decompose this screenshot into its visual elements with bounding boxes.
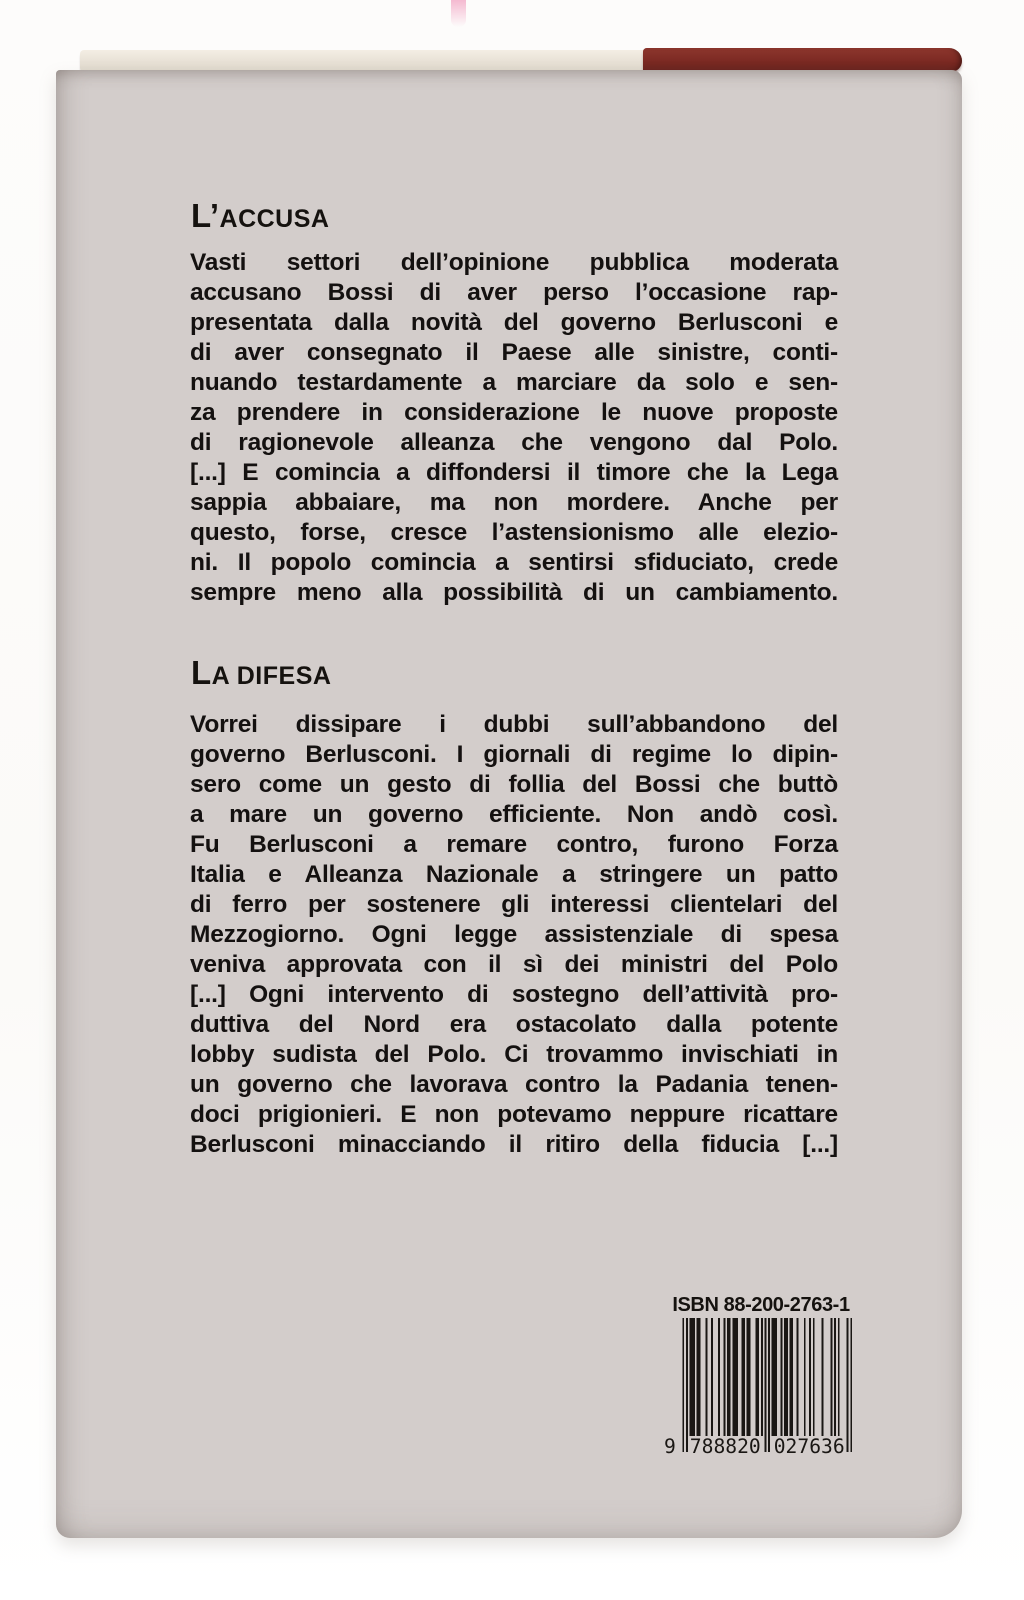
text-line: lobby sudista del Polo. Ci trovammo invischiati in [190,1041,838,1068]
text-line: di aver consegnato il Paese alle sinistre, conti- [190,339,838,366]
text-line: Mezzogiorno. Ogni legge assistenziale di spesa [190,921,838,948]
text-line: Vasti settori dell’opinione pubblica moderata [190,249,838,276]
text-line: a mare un governo efficiente. Non andò così. [190,801,838,828]
text-line: accusano Bossi di aver perso l’occasione rap- [190,279,838,306]
accusa-heading [191,197,329,235]
accusa-heading-smallcaps: ACCUSA [219,205,330,233]
photo-artifact-pink [451,0,466,27]
text-line: Italia e Alleanza Nazionale a stringere un patto [190,861,838,888]
text-line: sero come un gesto di follia del Bossi che buttò [190,771,838,798]
text-line: questo, forse, cresce l’astensionismo alle elezio- [190,519,838,546]
isbn-label: ISBN 88-200-2763-1 [672,1294,850,1316]
text-line: duttiva del Nord era ostacolato dalla potente [190,1011,838,1038]
text-line: Fu Berlusconi a remare contro, furono Forza [190,831,838,858]
text-line: un governo che lavorava contro la Padania tenen- [190,1071,838,1098]
text-line: di ferro per sostenere gli interessi clientelari del [190,891,838,918]
text-line: za prendere in considerazione le nuove proposte [190,399,838,426]
ean-barcode [661,1318,861,1459]
ean-digits: 027636 [773,1435,845,1459]
text-line: [...] E comincia a diffondersi il timore che la Lega [190,459,838,486]
ean-digits: 788820 [689,1435,761,1459]
ean-digits: 9 [664,1435,676,1459]
text-line: doci prigionieri. E non potevamo neppure ricattare [190,1101,838,1128]
text-line: governo Berlusconi. I giornali di regime lo dipin- [190,741,838,768]
text-line: sappia abbaiare, ma non mordere. Anche per [190,489,838,516]
difesa-heading-initial: L [191,654,212,691]
text-line: nuando testardamente a marciare da solo e sen- [190,369,838,396]
text-line: Berlusconi minacciando il ritiro della fiducia [...] [190,1131,838,1158]
text-line: Vorrei dissipare i dubbi sull’abbandono del [190,711,838,738]
difesa-heading [191,654,331,692]
accusa-heading-initial: L’ [191,197,220,234]
text-line: di ragionevole alleanza che vengono dal Polo. [190,429,838,456]
text-line: veniva approvata con il sì dei ministri del Polo [190,951,838,978]
book-page-edges [80,50,646,71]
book-spine-cloth [643,48,962,72]
difesa-paragraph [190,710,838,1160]
difesa-heading-smallcaps: A DIFESA [211,662,332,690]
text-line: ni. Il popolo comincia a sentirsi sfiduciato, crede [190,549,838,576]
accusa-paragraph [190,248,838,608]
text-line: sempre meno alla possibilità di un cambiamento. [190,579,838,606]
text-line: presentata dalla novità del governo Berlusconi e [190,309,838,336]
text-line: [...] Ogni intervento di sostegno dell’attività pro- [190,981,838,1008]
